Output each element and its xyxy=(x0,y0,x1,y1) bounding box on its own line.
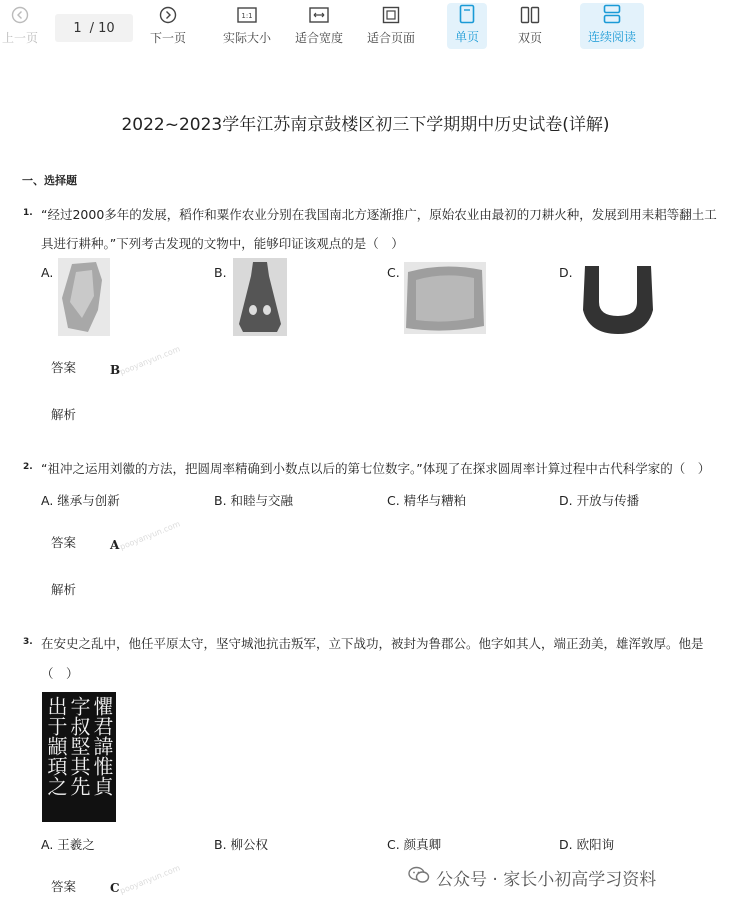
option-c: C. xyxy=(387,265,400,280)
option-d: D. xyxy=(559,265,573,280)
fit-width-button[interactable] xyxy=(295,4,343,46)
section-heading: 一、选择题 xyxy=(22,174,77,187)
option-b: B. 和睦与交融 xyxy=(214,493,294,508)
document-title: 2022~2023学年江苏南京鼓楼区初三下学期期中历史试卷(详解) xyxy=(121,115,610,135)
option-b: B. xyxy=(214,265,227,280)
artifact-stone-slab-image xyxy=(404,262,486,338)
question-number: 1. xyxy=(23,208,33,218)
double-page-label: 双页 xyxy=(518,31,543,45)
calligraphy-rubbing-image xyxy=(42,692,116,822)
double-page-button[interactable] xyxy=(518,4,542,46)
svg-text:1:1: 1:1 xyxy=(241,12,253,20)
answer-value: A xyxy=(110,538,120,552)
question-number: 3. xyxy=(23,637,33,647)
fit-page-button[interactable] xyxy=(367,4,415,46)
wechat-account-text: 公众号 · 家长小初高学习资料 xyxy=(436,870,657,890)
wechat-watermark xyxy=(408,865,656,890)
answer-label: 答案 xyxy=(51,360,77,375)
artifact-bone-spade-image xyxy=(233,258,287,340)
total-pages: / 10 xyxy=(89,20,115,36)
option-c: C. 颜真卿 xyxy=(387,837,442,852)
question-text-line: 在安史之乱中，他任平原太守，坚守城池抗击叛军，立下战功，被封为鲁郡公。他字如其人，端正劲美，雄浑敦厚。他是 xyxy=(41,636,704,651)
continuous-reading-button[interactable] xyxy=(580,3,644,49)
option-b: B. 柳公权 xyxy=(214,837,269,852)
single-page-label: 单页 xyxy=(455,30,480,44)
watermark: pooyanyun.com xyxy=(118,344,182,377)
question-text-line: “经过2000多年的发展，稻作和粟作农业分别在我国南北方逐渐推广，原始农业由最初的刀耕火种，发展到用耒耜等翻土工 xyxy=(41,207,717,222)
single-page-button[interactable] xyxy=(447,3,487,49)
option-a: A. 王羲之 xyxy=(41,837,95,852)
double-page-icon xyxy=(519,4,541,26)
single-page-icon xyxy=(456,3,478,25)
answer-label: 答案 xyxy=(51,879,77,894)
calligraphy-column: 懼君諱惟貞 xyxy=(90,696,114,796)
actual-size-button[interactable] xyxy=(223,4,271,46)
viewer-toolbar xyxy=(0,0,731,56)
question-text-line: “祖冲之运用刘徽的方法，把圆周率精确到小数点以后的第七位数字。”体现了在探求圆周率计算过程中古代科学家的（ ） xyxy=(41,461,711,476)
actual-size-label: 实际大小 xyxy=(223,31,272,45)
option-d: D. 开放与传播 xyxy=(559,493,640,508)
wechat-icon xyxy=(408,866,430,889)
artifact-stone-knife-image xyxy=(58,258,110,340)
analysis-label: 解析 xyxy=(51,582,77,597)
option-c: C. 精华与糟粕 xyxy=(387,493,467,508)
fit-width-label: 适合宽度 xyxy=(295,31,344,45)
question-number: 2. xyxy=(23,462,33,472)
answer-value: B xyxy=(110,363,121,377)
option-a: A. 继承与创新 xyxy=(41,493,120,508)
continuous-reading-label: 连续阅读 xyxy=(588,30,637,44)
option-a: A. xyxy=(41,265,54,280)
actual-size-icon xyxy=(236,4,258,26)
next-page-label: 下一页 xyxy=(150,31,187,45)
fit-page-icon xyxy=(380,4,402,26)
calligraphy-column: 字叔堅其先 xyxy=(67,696,91,796)
analysis-label: 解析 xyxy=(51,407,77,422)
current-page[interactable]: 1 xyxy=(73,20,82,36)
fit-width-icon xyxy=(308,4,330,26)
question-text-line: 具进行耕种。”下列考古发现的文物中，能够印证该观点的是（ ） xyxy=(41,236,404,251)
chevron-right-circle-icon xyxy=(157,4,179,26)
next-page-button[interactable] xyxy=(150,4,186,46)
option-d: D. 欧阳询 xyxy=(559,837,615,852)
continuous-reading-icon xyxy=(601,3,623,25)
watermark: pooyanyun.com xyxy=(118,863,182,896)
watermark: pooyanyun.com xyxy=(118,519,182,552)
answer-value: C xyxy=(110,881,120,895)
calligraphy-column: 出于顓頊之 xyxy=(44,696,68,796)
artifact-iron-plow-image xyxy=(577,262,659,342)
answer-label: 答案 xyxy=(51,535,77,550)
prev-page-button[interactable] xyxy=(2,4,38,46)
page-number-field[interactable] xyxy=(55,14,133,42)
question-text-line: （ ） xyxy=(41,666,79,681)
chevron-left-circle-icon xyxy=(9,4,31,26)
prev-page-label: 上一页 xyxy=(2,31,39,45)
fit-page-label: 适合页面 xyxy=(367,31,416,45)
